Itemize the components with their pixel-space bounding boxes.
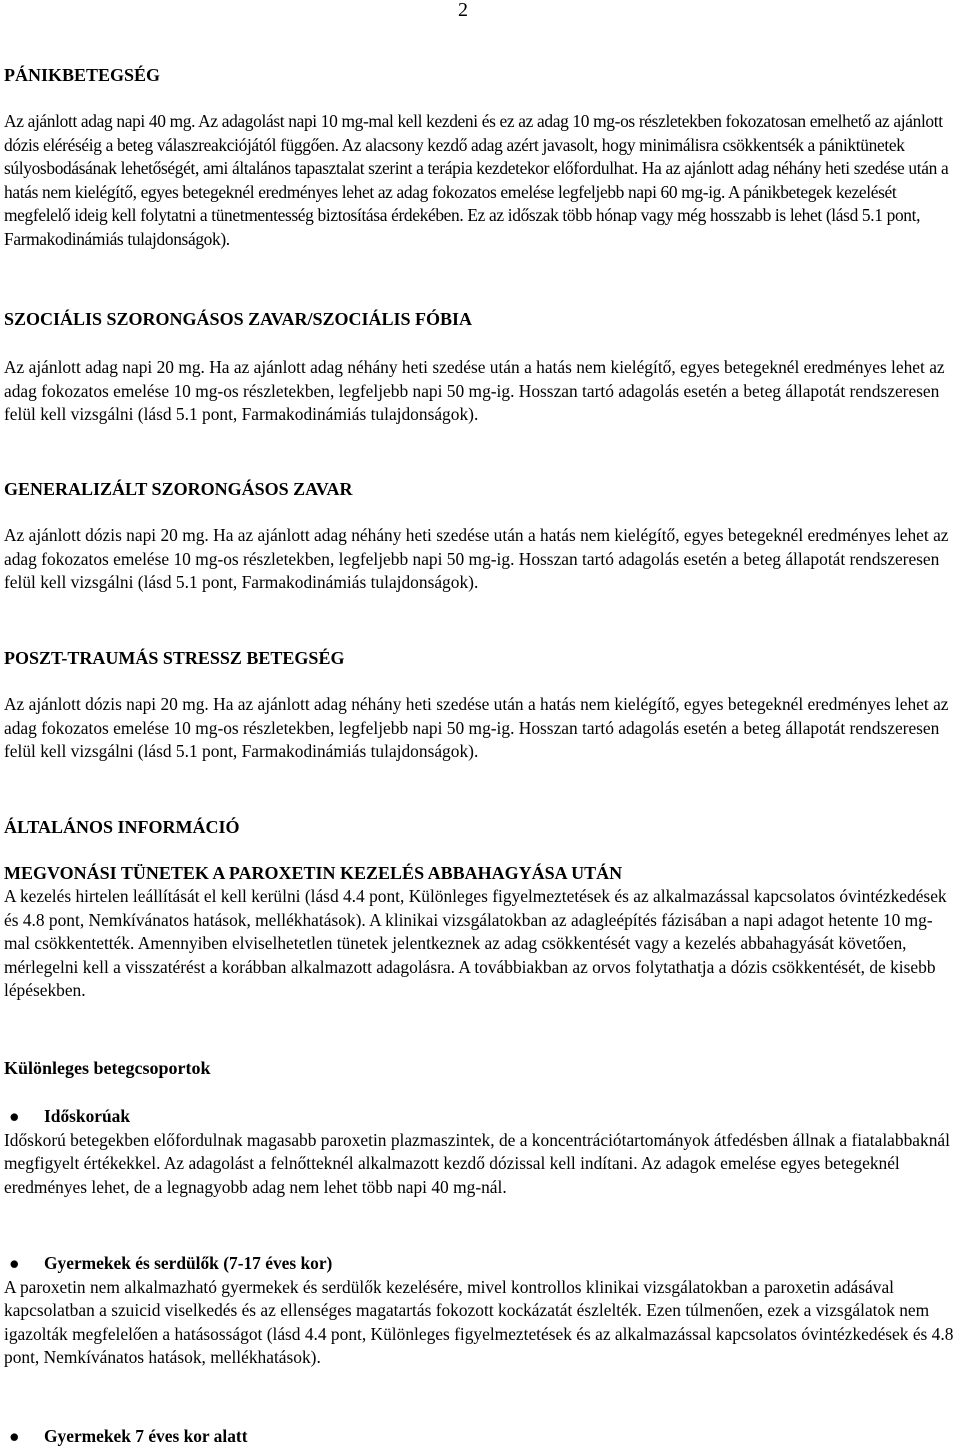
section-ptsd-body-wrap <box>4 693 958 764</box>
section-heading: SZOCIÁLIS SZORONGÁSOS ZAVAR/SZOCIÁLIS FÓBIA <box>4 309 472 329</box>
section-general <box>4 815 958 839</box>
section-heading: GENERALIZÁLT SZORONGÁSOS ZAVAR <box>4 479 353 499</box>
list-item <box>4 1425 958 1449</box>
section-special-groups <box>4 1056 958 1080</box>
bullet-icon: ● <box>9 1106 20 1126</box>
section-heading: PÁNIKBETEGSÉG <box>4 65 161 85</box>
section-social-body-wrap <box>4 356 958 427</box>
paragraph: Az ajánlott adag napi 40 mg. Az adagolást napi 10 mg-mal kell kezdeni és ez az adag 10 mg-os részletekben fokozatosan emelhető az ajánlott dózis eléréséig a beteg válaszreakciójától függően. Az alacsony kezdő adag azért javasolt, hogy minimálisra csökkentsék a pániktünetek súlyosbodásának lehetőségét, ami általános tapasztalat szerint a terápia kezdetekor előfordulhat. Ha az ajánlott adag néhány heti szedése után a hatás nem kielégítő, egyes betegeknél eredményes lehet az adag fokozatos emelése legfeljebb napi 60 mg-ig. A pánikbetegek kezelését megfelelő ideig kell folytatni a tünetmentesség biztosítása érdekében. Ez az időszak több hónap vagy még hosszabb is lehet (lásd 5.1 pont, Farmakodinámiás tulajdonságok). <box>4 111 949 249</box>
section-withdrawal <box>4 861 958 1003</box>
list-item-title: Időskorúak <box>44 1106 131 1126</box>
section-gad-body-wrap <box>4 524 958 595</box>
paragraph: A kezelés hirtelen leállítását el kell kerülni (lásd 4.4 pont, Különleges figyelmeztetések és az alkalmazással kapcsolatos óvintézkedések és 4.8 pont, Nemkívánatos hatások, mellékhatások). A klinikai vizsgálatokban az adagleépítés fázisában a napi adagot hetente 10 mg-mal csökkentették. Amennyiben elviselhetetlen tünetek jelentkeznek az adag csökkentését vagy a kezelés abbahagyását követően, mérlegelni kell a visszatérést a korábban alkalmazott adagolásra. A továbbiakban az orvos folytathatja a dózis csökkentését, de kisebb lépésekben. <box>4 886 947 1001</box>
list-item-title: Gyermekek és serdülők (7-17 éves kor) <box>44 1253 333 1273</box>
section-heading: MEGVONÁSI TÜNETEK A PAROXETIN KEZELÉS ABBAHAGYÁSA UTÁN <box>4 863 623 883</box>
section-panic-body-wrap <box>4 110 958 252</box>
list-item-title: Gyermekek 7 éves kor alatt <box>44 1426 248 1446</box>
paragraph: Időskorú betegekben előfordulnak magasabb paroxetin plazmaszintek, de a koncentrációtartományok átfedésben állnak a fiatalabbaknál megfigyelt értékekkel. Az adagolást a felnőtteknél alkalmazott kezdő dózissal kell indítani. Az adagok emelése egyes betegeknél eredményes lehet, de a legnagyobb adag nem lehet több napi 40 mg-nál. <box>4 1129 950 1197</box>
section-ptsd <box>4 646 958 670</box>
section-gad <box>4 477 958 501</box>
section-panic <box>4 63 958 87</box>
paragraph: Az ajánlott dózis napi 20 mg. Ha az ajánlott adag néhány heti szedése után a hatás nem kielégítő, egyes betegeknél eredményes lehet az adag fokozatos emelése 10 mg-os részletekben, legfeljebb napi 50 mg-ig. Hosszan tartó adagolás esetén a beteg állapotát rendszeresen felül kell vizsgálni (lásd 5.1 pont, Farmakodinámiás tulajdonságok). <box>4 525 949 593</box>
section-heading: POSZT-TRAUMÁS STRESSZ BETEGSÉG <box>4 648 345 668</box>
paragraph: Az ajánlott dózis napi 20 mg. Ha az ajánlott adag néhány heti szedése után a hatás nem kielégítő, egyes betegeknél eredményes lehet az adag fokozatos emelése 10 mg-os részletekben, legfeljebb napi 50 mg-ig. Hosszan tartó adagolás esetén a beteg állapotát rendszeresen felül kell vizsgálni (lásd 5.1 pont, Farmakodinámiás tulajdonságok). <box>4 694 949 762</box>
paragraph: Az ajánlott adag napi 20 mg. Ha az ajánlott adag néhány heti szedése után a hatás nem kielégítő, egyes betegeknél eredményes lehet az adag fokozatos emelése 10 mg-os részletekben, legfeljebb napi 50 mg-ig. Hosszan tartó adagolás esetén a beteg állapotát rendszeresen felül kell vizsgálni (lásd 5.1 pont, Farmakodinámiás tulajdonságok). <box>4 357 945 425</box>
bullet-icon: ● <box>9 1426 20 1446</box>
list-item <box>4 1252 958 1370</box>
section-heading: Különleges betegcsoportok <box>4 1058 211 1078</box>
section-heading: ÁLTALÁNOS INFORMÁCIÓ <box>4 817 240 837</box>
list-item <box>4 1105 958 1199</box>
page-number: 2 <box>458 0 468 21</box>
bullet-icon: ● <box>9 1253 20 1273</box>
paragraph: A paroxetin nem alkalmazható gyermekek és serdülők kezelésére, mivel kontrollos klinikai vizsgálatokban a paroxetin adásával kapcsolatban a szuicid viselkedés és az ellenséges magatartás fokozott kockázatát észlelték. Ezen túlmenően, ezek a vizsgálatok nem igazolták megfelelően a hatásosságot (lásd 4.4 pont, Különleges figyelmeztetések és az alkalmazással kapcsolatos óvintézkedések és 4.8 pont, Nemkívánatos hatások, mellékhatások). <box>4 1276 954 1368</box>
section-social <box>4 307 958 331</box>
